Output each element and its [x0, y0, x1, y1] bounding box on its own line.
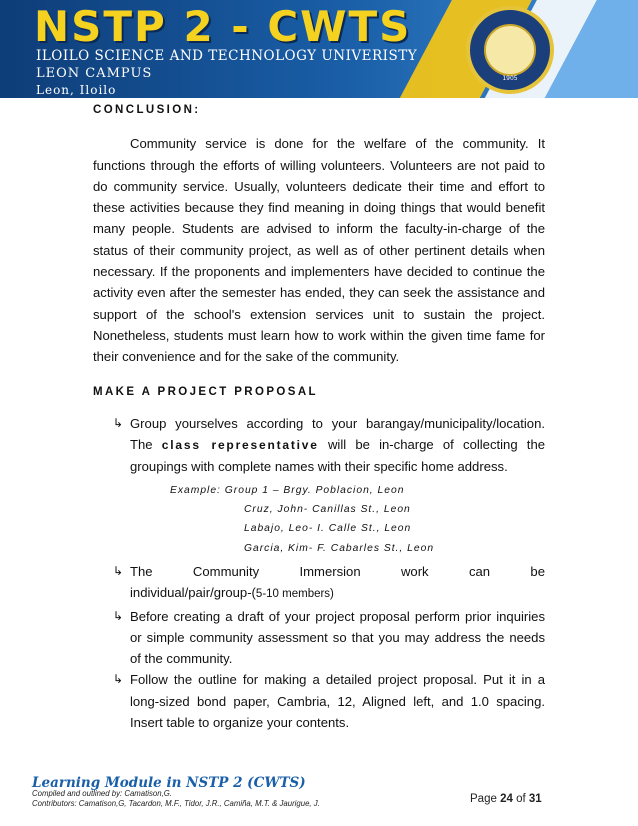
university-name: ILOILO SCIENCE AND TECHNOLOGY UNIVERISTY: [36, 48, 418, 64]
list-item: [93, 669, 545, 733]
module-title: Learning Module in NSTP 2 (CWTS): [32, 775, 306, 791]
proposal-bullet-list: [93, 413, 545, 733]
seal-year: 1905: [502, 75, 518, 82]
page-current: 24: [500, 793, 513, 805]
page-content: [93, 100, 545, 733]
university-seal-icon: [466, 6, 554, 94]
bullet-arrow-icon: ↳: [113, 563, 124, 578]
bullet-small-text: 5-10 members): [255, 588, 334, 601]
campus-town: Leon, Iloilo: [36, 83, 117, 97]
example-block: [93, 481, 545, 558]
page-number: [470, 793, 542, 805]
example-line: Example: Group 1 – Brgy. Poblacion, Leon: [170, 484, 405, 496]
list-item: [93, 413, 545, 478]
example-name: Garcia, Kim- F. Cabarles St., Leon: [244, 542, 435, 554]
conclusion-paragraph: Community service is done for the welfare of the community. It functions through the efforts of willing volunteers. Volunteers are not paid to do community service. Usually, volunteers dedicate their time and effort to these activities because they find meaning in doing things that would benefit many people. Students are advised to inform the faculty-in-charge of the status of their community project, as well as of other pertinent details when necessary. If the proponents and implementers have decided to continue the activity even after the semester has ended, they can seek the assistance and support of the school's extension services unit to sustain the project. Nonetheless, students must learn how to work within the given time fame for their convenience and for the sake of the community.: [93, 136, 545, 365]
bullet-arrow-icon: ↳: [113, 608, 124, 623]
bullet-text: Group yourselves according to your barangay/municipality/location. The: [130, 415, 545, 453]
page-label: Page: [470, 793, 497, 805]
page-total: 31: [528, 793, 542, 805]
bullet-text: Follow the outline for making a detailed project proposal. Put it in a long-sized bond paper, Cambria, 12, Aligned left, and 1.0 spacing. Insert table to organize your contents.: [130, 672, 545, 731]
compiled-by: Compiled and outlined by: Camatison,G.: [32, 789, 172, 798]
list-item: [93, 561, 545, 606]
bullet-bold-term: class representative: [161, 438, 319, 453]
course-title: NSTP 2 - CWTS: [34, 2, 412, 51]
bullet-text: Before creating a draft of your project proposal perform prior inquiries or simple community assessment so that you may address the needs of the community.: [130, 608, 545, 667]
example-list: [93, 481, 545, 558]
seal-center: [484, 24, 536, 76]
bullet-text: will be in-charge of collecting the groupings with complete names with their specific home address.: [130, 437, 546, 475]
contributors: Contributors: Camatison,G, Tacardon, M.F., Tidor, J.R., Camiña, M.T. & Jaurigue, J.: [32, 799, 320, 808]
example-name: Labajo, Leo- I. Calle St., Leon: [244, 523, 412, 535]
bullet-arrow-icon: ↳: [113, 415, 124, 430]
campus-name: LEON CAMPUS: [36, 66, 153, 81]
bullet-text: The Community Immersion work can be individual/pair/group-(: [130, 563, 545, 601]
proposal-heading: MAKE A PROJECT PROPOSAL: [93, 385, 318, 398]
page-of: of: [516, 793, 526, 805]
list-item: [93, 606, 545, 670]
bullet-arrow-icon: ↳: [113, 672, 124, 687]
conclusion-heading: CONCLUSION:: [93, 104, 201, 116]
header-banner: [0, 0, 638, 98]
example-name: Cruz, John- Canillas St., Leon: [244, 504, 411, 516]
